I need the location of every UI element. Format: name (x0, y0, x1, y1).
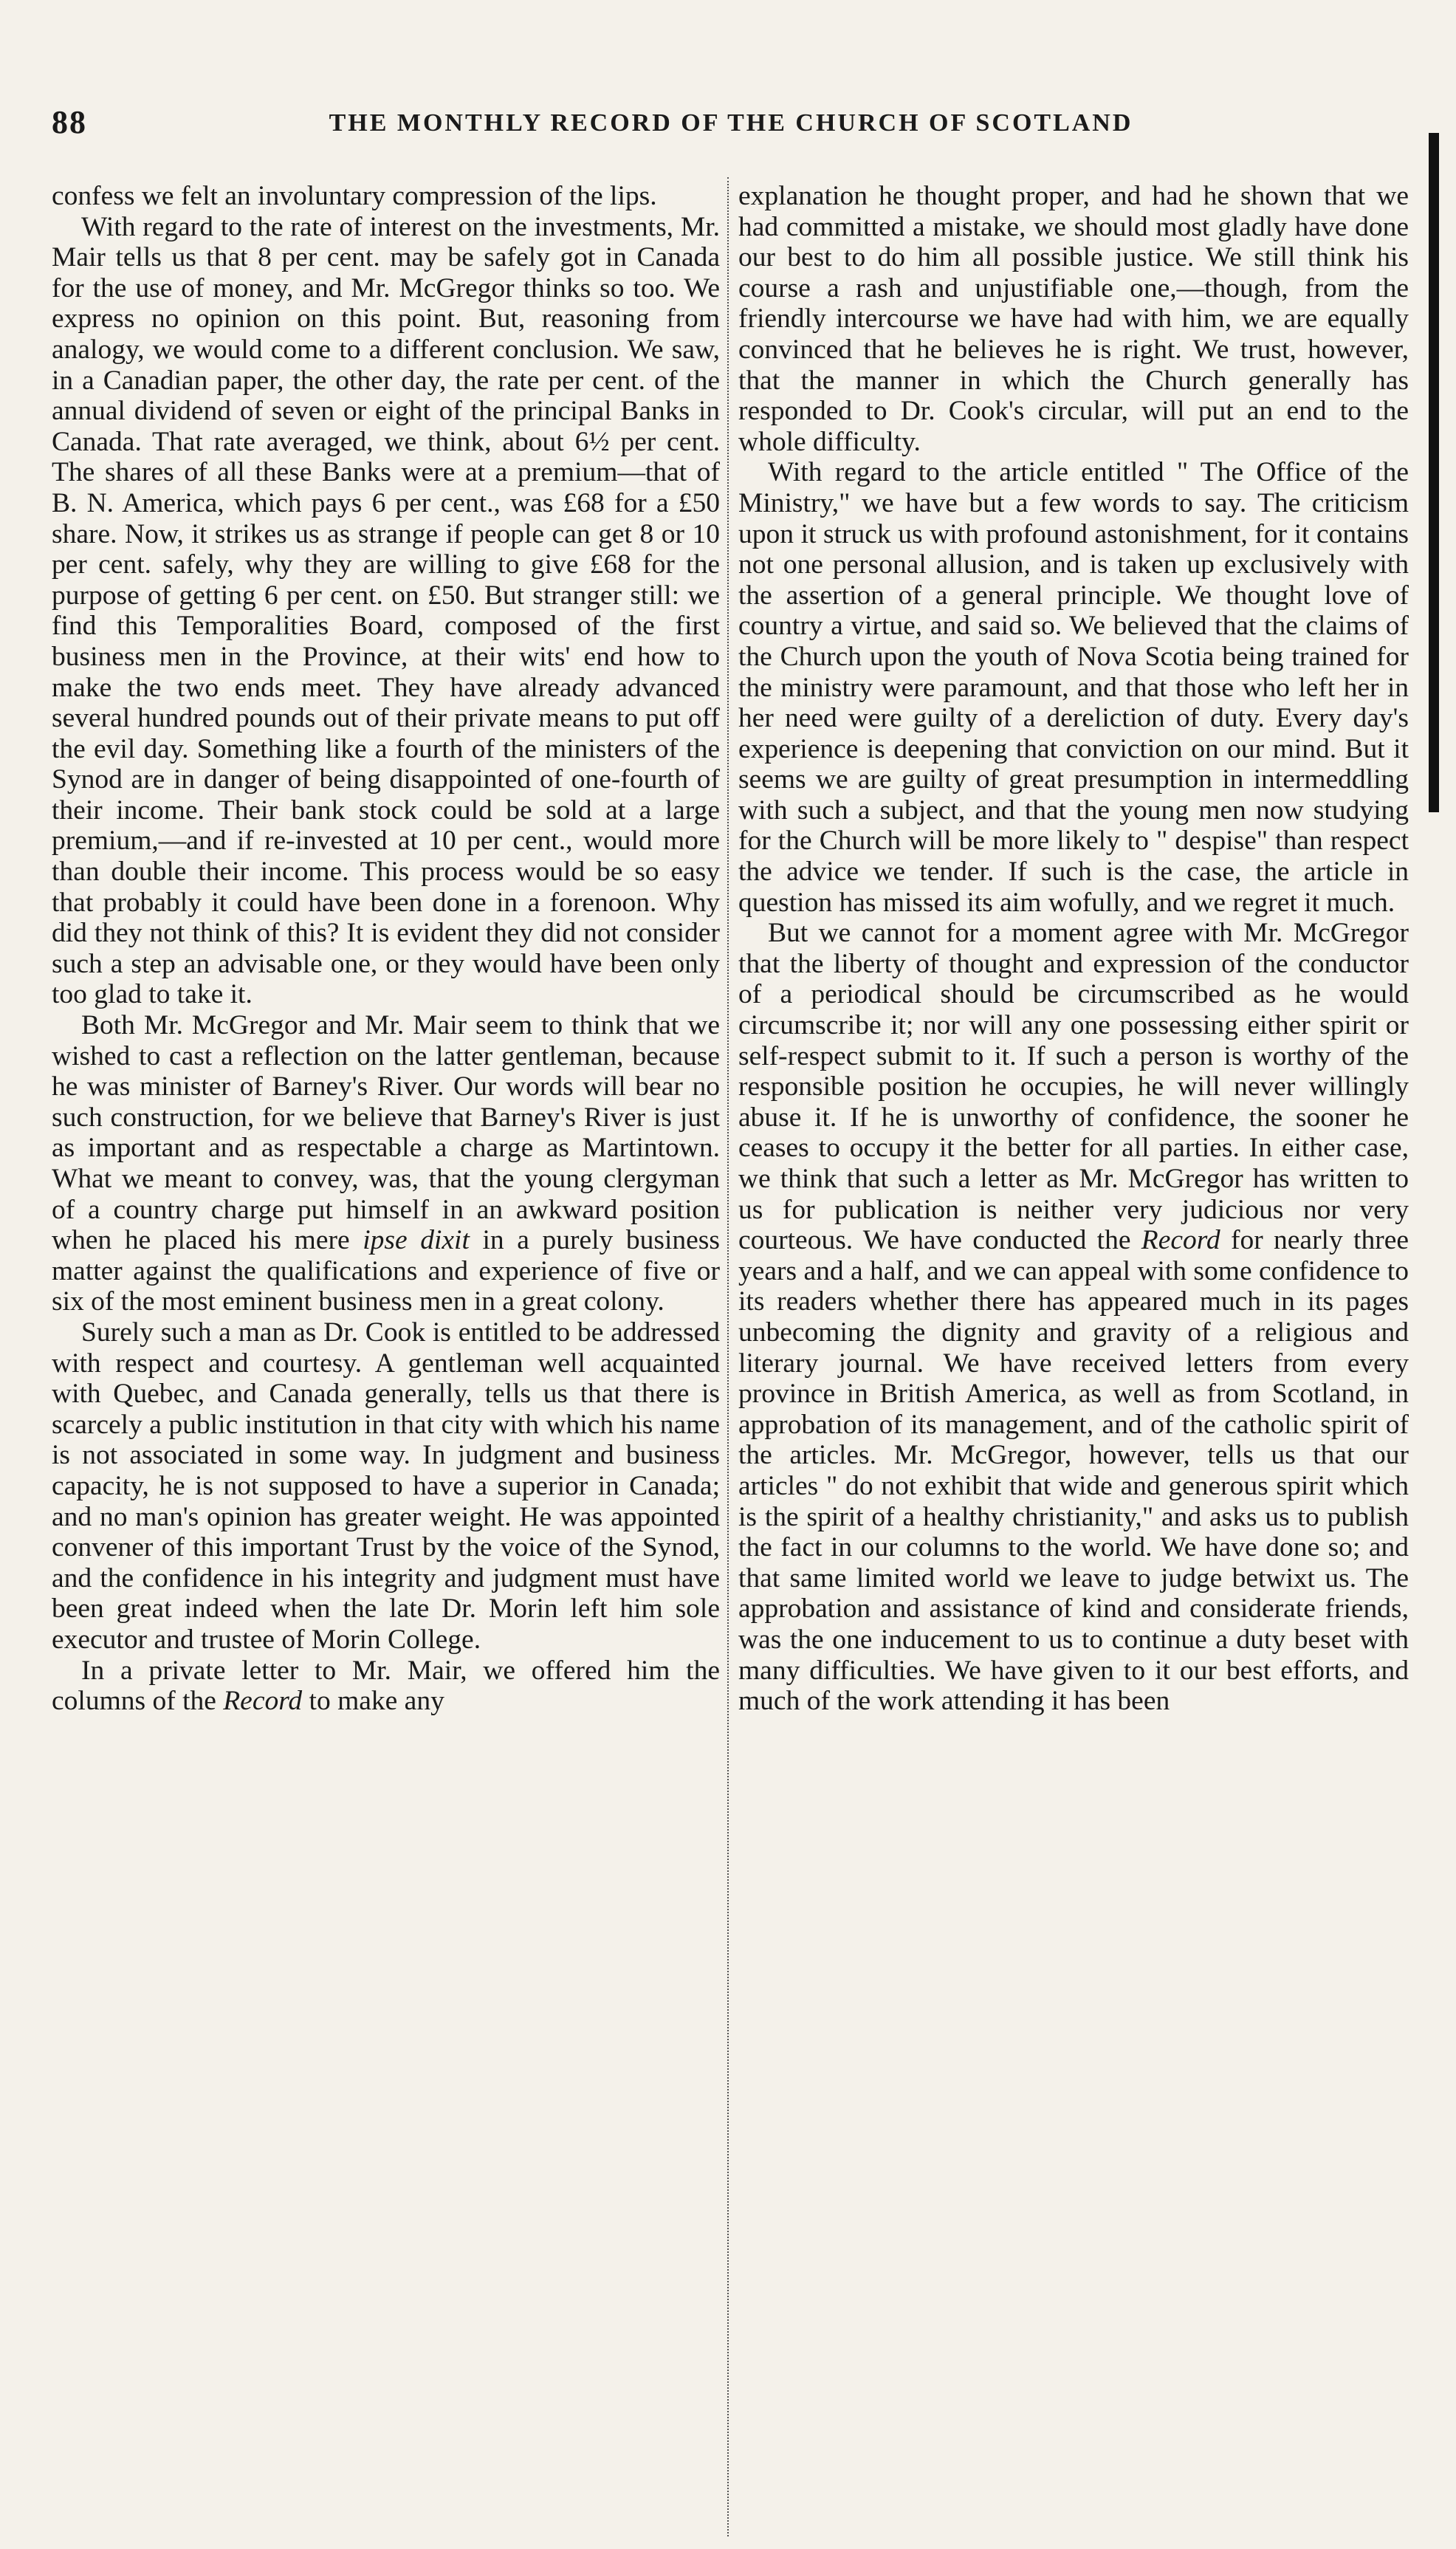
paragraph: confess we felt an involuntary compression of the lips. (52, 181, 657, 211)
paragraph (52, 1010, 720, 1317)
italic-phrase: ipse dixit (363, 1225, 470, 1256)
text-run: But we cannot for a moment agree with Mr. McGregor that the liberty of thought and expression of the conductor of a periodical should be circumscribed as he would circumscribe it; nor will any one possessing either spirit or self-respect submit to it. If such a person is worthy of the responsible position he occupies, he will never willingly abuse it. If he is unworthy of confidence, the sooner he ceases to occupy it the better for all parties. In either case, we think that such a letter as Mr. McGregor has written to us for publication is neither very judicious nor very courteous. We have conducted the (738, 918, 1409, 1256)
margin-bar-mark (1429, 133, 1439, 812)
paragraph (52, 1656, 720, 1717)
running-title: THE MONTHLY RECORD OF THE CHURCH OF SCOTLAND (329, 109, 1133, 137)
page-number: 88 (52, 104, 87, 140)
text-run: in a purely business matter against the qualifications and experience of five or six of the most eminent business men in a great colony. (52, 1225, 720, 1317)
right-column (738, 181, 1409, 2536)
italic-phrase: Record (223, 1686, 303, 1717)
column-divider (727, 177, 729, 2536)
paragraph: explanation he thought proper, and had he shown that we had committed a mistake, we should most gladly have done our best to do him all possible justice. We still think his course a rash and unjustifiable one,—though, from the friendly intercourse we have had with him, we are equally convinced that he believes he is right. We trust, however, that the manner in which the Church generally has responded to Dr. Cook's circular, will put an end to the whole difficulty. (738, 181, 1409, 457)
paragraph: With regard to the rate of interest on the investments, Mr. Mair tells us that 8 per cent. may be safely got in Canada for the use of money, and Mr. McGregor thinks so too. We express no opinion on this point. But, reasoning from analogy, we would come to a different conclusion. We saw, in a Canadian paper, the other day, the rate per cent. of the annual dividend of seven or eight of the principal Banks in Canada. That rate averaged, we think, about 6½ per cent. The shares of all these Banks were at a premium—that of B. N. America, which pays 6 per cent., was £68 for a £50 share. Now, it strikes us as strange if people can get 8 or 10 per cent. safely, why they are willing to give £68 for the purpose of getting 6 per cent. on £50. But stranger still: we find this Temporalities Board, composed of the first business men in the Province, at their wits' end how to make the two ends meet. They have already advanced several hundred pounds out of their private means to put off the evil day. Something like a fourth of the ministers of the Synod are in danger of being disappointed of one-fourth of their income. Their bank stock could be sold at a large premium,—and if re-invested at 10 per cent., would more than double their income. This process would be so easy that probably it could have been done in a forenoon. Why did they not think of this? It is evident they did not consider such a step an advisable one, or they would have been only too glad to take it. (52, 211, 720, 1010)
text-run: to make any (302, 1686, 444, 1717)
text-run: In a private letter to Mr. Mair, we offered him the columns of the (52, 1655, 720, 1717)
paragraph: With regard to the article entitled " The Office of the Ministry," we have but a few words to say. The criticism upon it struck us with profound astonishment, for it contains not one personal allusion, and is taken up exclusively with the assertion of a general principle. We thought love of country a virtue, and said so. We believed that the claims of the Church upon the youth of Nova Scotia being trained for the ministry were paramount, and that those who left her in her need were guilty of a dereliction of duty. Every day's experience is deepening that conviction on our mind. But it seems we are guilty of great presumption in intermeddling with such a subject, and that the young men now studying for the Church will be more likely to " despise" than respect the advice we tender. If such is the case, the article in question has missed its aim wofully, and we regret it much. (738, 457, 1409, 918)
paragraph: Surely such a man as Dr. Cook is entitled to be addressed with respect and courtesy. A gentleman well acquainted with Quebec, and Canada generally, tells us that there is scarcely a public institution in that city with which his name is not associated in some way. In judgment and business capacity, he is not supposed to have a superior in Canada; and no man's opinion has greater weight. He was appointed convener of this important Trust by the voice of the Synod, and the confidence in his integrity and judgment must have been great indeed when the late Dr. Morin left him sole executor and trustee of Morin College. (52, 1317, 720, 1655)
page-header (52, 103, 1410, 155)
italic-phrase: Record (1141, 1225, 1220, 1256)
left-column (52, 181, 720, 2536)
text-run: Both Mr. McGregor and Mr. Mair seem to think that we wished to cast a reflection on the latter gentleman, because he was minister of Barney's River. Our words will bear no such construction, for we believe that Barney's River is just as important and as respectable a charge as Martintown. What we meant to convey, was, that the young clergyman of a country charge put himself in an awkward position when he placed his mere (52, 1010, 720, 1256)
paragraph (738, 918, 1409, 1716)
text-run: for nearly three years and a half, and we can appeal with some confidence to its readers whether there has appeared much in its pages unbecoming the dignity and gravity of a religious and literary journal. We have received letters from every province in British America, as well as from Scotland, in approbation of its management, and of the catholic spirit of the articles. Mr. McGregor, however, tells us that our articles " do not exhibit that wide and generous spirit which is the spirit of a healthy christianity," and asks us to publish the fact in our columns to the world. We have done so; and that same limited world we leave to judge betwixt us. The approbation and assistance of kind and considerate friends, was the one inducement to us to continue a duty beset with many difficulties. We have given to it our best efforts, and much of the work attending it has been (738, 1225, 1409, 1717)
